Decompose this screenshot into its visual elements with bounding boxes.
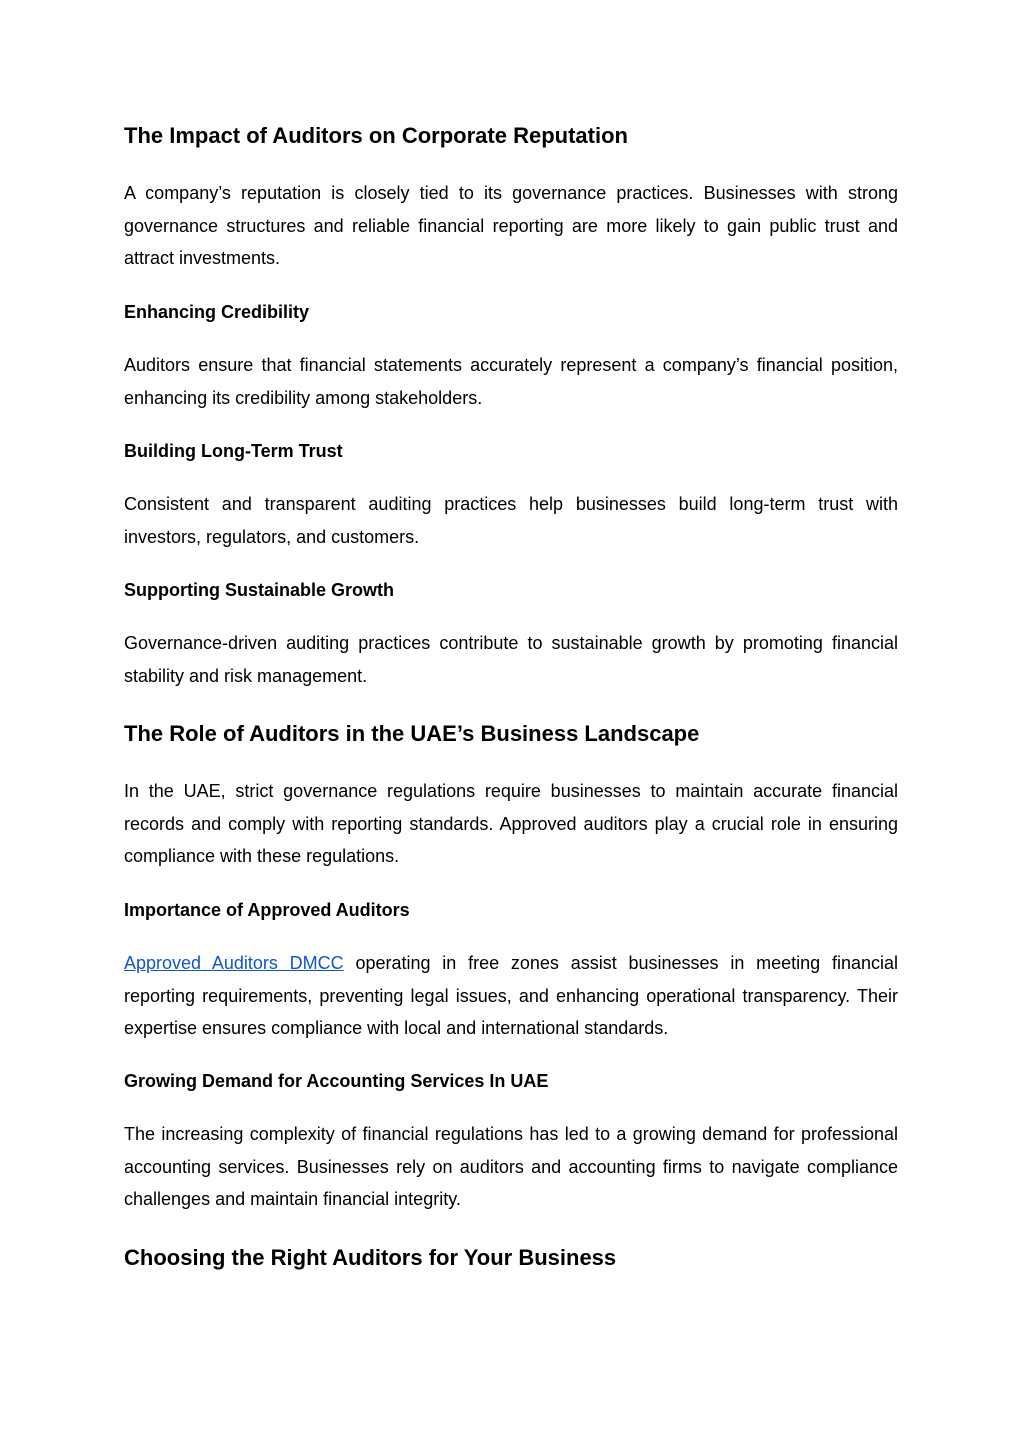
subheading-accounting-demand: Growing Demand for Accounting Services In UAE: [124, 1071, 549, 1091]
paragraph-approved-auditors: [124, 947, 898, 1045]
paragraph-sustainable-growth: Governance-driven auditing practices contribute to sustainable growth by promoting financial stability and risk management.: [124, 633, 898, 686]
section-heading-choosing-auditors: Choosing the Right Auditors for Your Business: [124, 1245, 617, 1270]
paragraph-approved-auditors-text: operating in free zones assist businesses in meeting financial reporting requirements, preventing legal issues, and enhancing operational transparency. Their expertise ensures compliance with local and international standards.: [124, 953, 898, 1039]
paragraph-enhancing-credibility: Auditors ensure that financial statements accurately represent a company’s financial position, enhancing its credibility among stakeholders.: [124, 355, 898, 408]
paragraph-reputation-intro: A company’s reputation is closely tied to its governance practices. Businesses with strong governance structures and reliable financial reporting are more likely to gain public trust and attract investments.: [124, 183, 898, 269]
paragraph-uae-intro: In the UAE, strict governance regulations require businesses to maintain accurate financial records and comply with reporting standards. Approved auditors play a crucial role in ensuring compliance with these regulations.: [124, 781, 898, 867]
paragraph-long-term-trust: Consistent and transparent auditing practices help businesses build long-term trust with investors, regulators, and customers.: [124, 494, 898, 547]
subheading-approved-auditors: Importance of Approved Auditors: [124, 900, 410, 920]
section-heading-corporate-reputation: The Impact of Auditors on Corporate Reputation: [124, 123, 628, 148]
approved-auditors-dmcc-link[interactable]: Approved Auditors DMCC: [124, 953, 344, 973]
section-heading-uae-landscape: The Role of Auditors in the UAE’s Business Landscape: [124, 721, 700, 746]
subheading-long-term-trust: Building Long-Term Trust: [124, 441, 343, 461]
paragraph-accounting-demand: The increasing complexity of financial regulations has led to a growing demand for professional accounting services. Businesses rely on auditors and accounting firms to navigate compliance challenges and maintain financial integrity.: [124, 1124, 898, 1210]
subheading-enhancing-credibility: Enhancing Credibility: [124, 302, 310, 322]
subheading-sustainable-growth: Supporting Sustainable Growth: [124, 580, 394, 600]
